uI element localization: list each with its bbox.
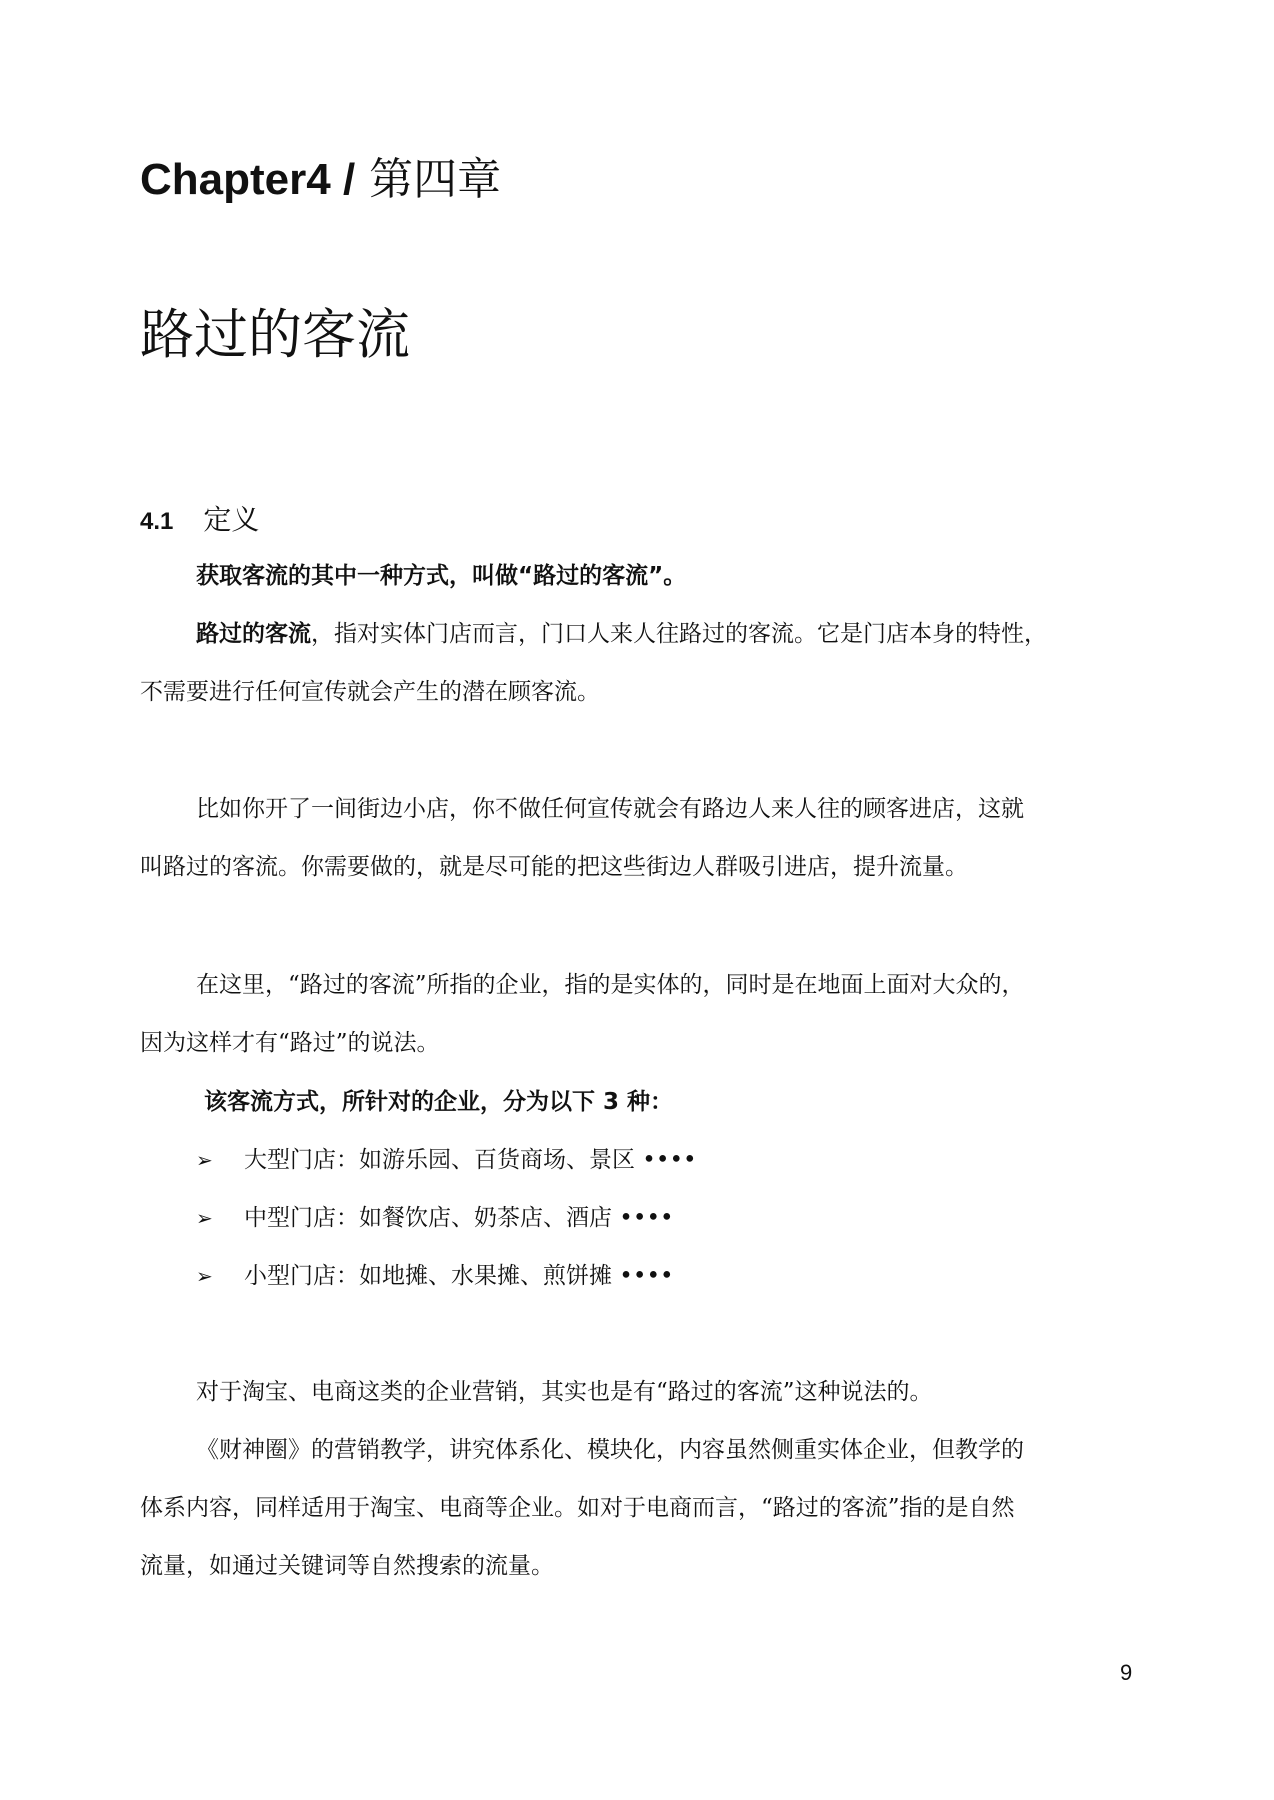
section-number: 4.1: [140, 508, 174, 535]
here-line-1: 在这里，“路过的客流”所指的企业，指的是实体的，同时是在地面上面对大众的，: [196, 972, 1025, 998]
list-item: [196, 1140, 697, 1180]
example-line-1: 比如你开了一间街边小店，你不做任何宣传就会有路边人来人往的顾客进店，这就: [196, 796, 1024, 822]
definition-line-2: 不需要进行任何宣传就会产生的潜在顾客流。: [140, 679, 600, 705]
page-number: 9: [1120, 1660, 1133, 1685]
definition-text: ，指对实体门店而言，门口人来人往路过的客流。它是门店本身的特性，: [311, 621, 1047, 647]
arrow-bullet-icon: ➢: [196, 1264, 213, 1288]
types-intro: 该客流方式，所针对的企业，分为以下 3 种：: [204, 1089, 674, 1115]
caishen-line-1: 《财神圈》的营销教学，讲究体系化、模块化，内容虽然侧重实体企业，但教学的: [196, 1437, 1024, 1463]
section-title: 定义: [203, 503, 260, 536]
list-item: [196, 1198, 674, 1238]
chapter-cn: 第四章: [369, 154, 502, 205]
list-item-text: 大型门店：如游乐园、百货商场、景区 ••••: [244, 1147, 697, 1173]
definition-term: 路过的客流: [196, 621, 311, 647]
chapter-heading: [140, 150, 501, 210]
arrow-bullet-icon: ➢: [196, 1148, 213, 1172]
chapter-label: Chapter4 /: [140, 155, 356, 204]
caishen-line-2: 体系内容，同样适用于淘宝、电商等企业。如对于电商而言，“路过的客流”指的是自然: [140, 1495, 1015, 1521]
here-line-2: 因为这样才有“路过”的说法。: [140, 1030, 440, 1056]
page-title: 路过的客流: [140, 303, 410, 366]
arrow-bullet-icon: ➢: [196, 1206, 213, 1230]
caishen-line-3: 流量，如通过关键词等自然搜索的流量。: [140, 1553, 554, 1579]
list-item: [196, 1256, 674, 1296]
example-line-2: 叫路过的客流。你需要做的，就是尽可能的把这些街边人群吸引进店，提升流量。: [140, 854, 968, 880]
definition-line-1: [196, 614, 1047, 654]
list-item-text: 小型门店：如地摊、水果摊、煎饼摊 ••••: [244, 1263, 674, 1289]
intro-paragraph: 获取客流的其中一种方式，叫做“路过的客流”。: [196, 563, 687, 589]
taobao-paragraph: 对于淘宝、电商这类的企业营销，其实也是有“路过的客流”这种说法的。: [196, 1379, 933, 1405]
list-item-text: 中型门店：如餐饮店、奶茶店、酒店 ••••: [244, 1205, 674, 1231]
section-heading: [140, 500, 259, 542]
